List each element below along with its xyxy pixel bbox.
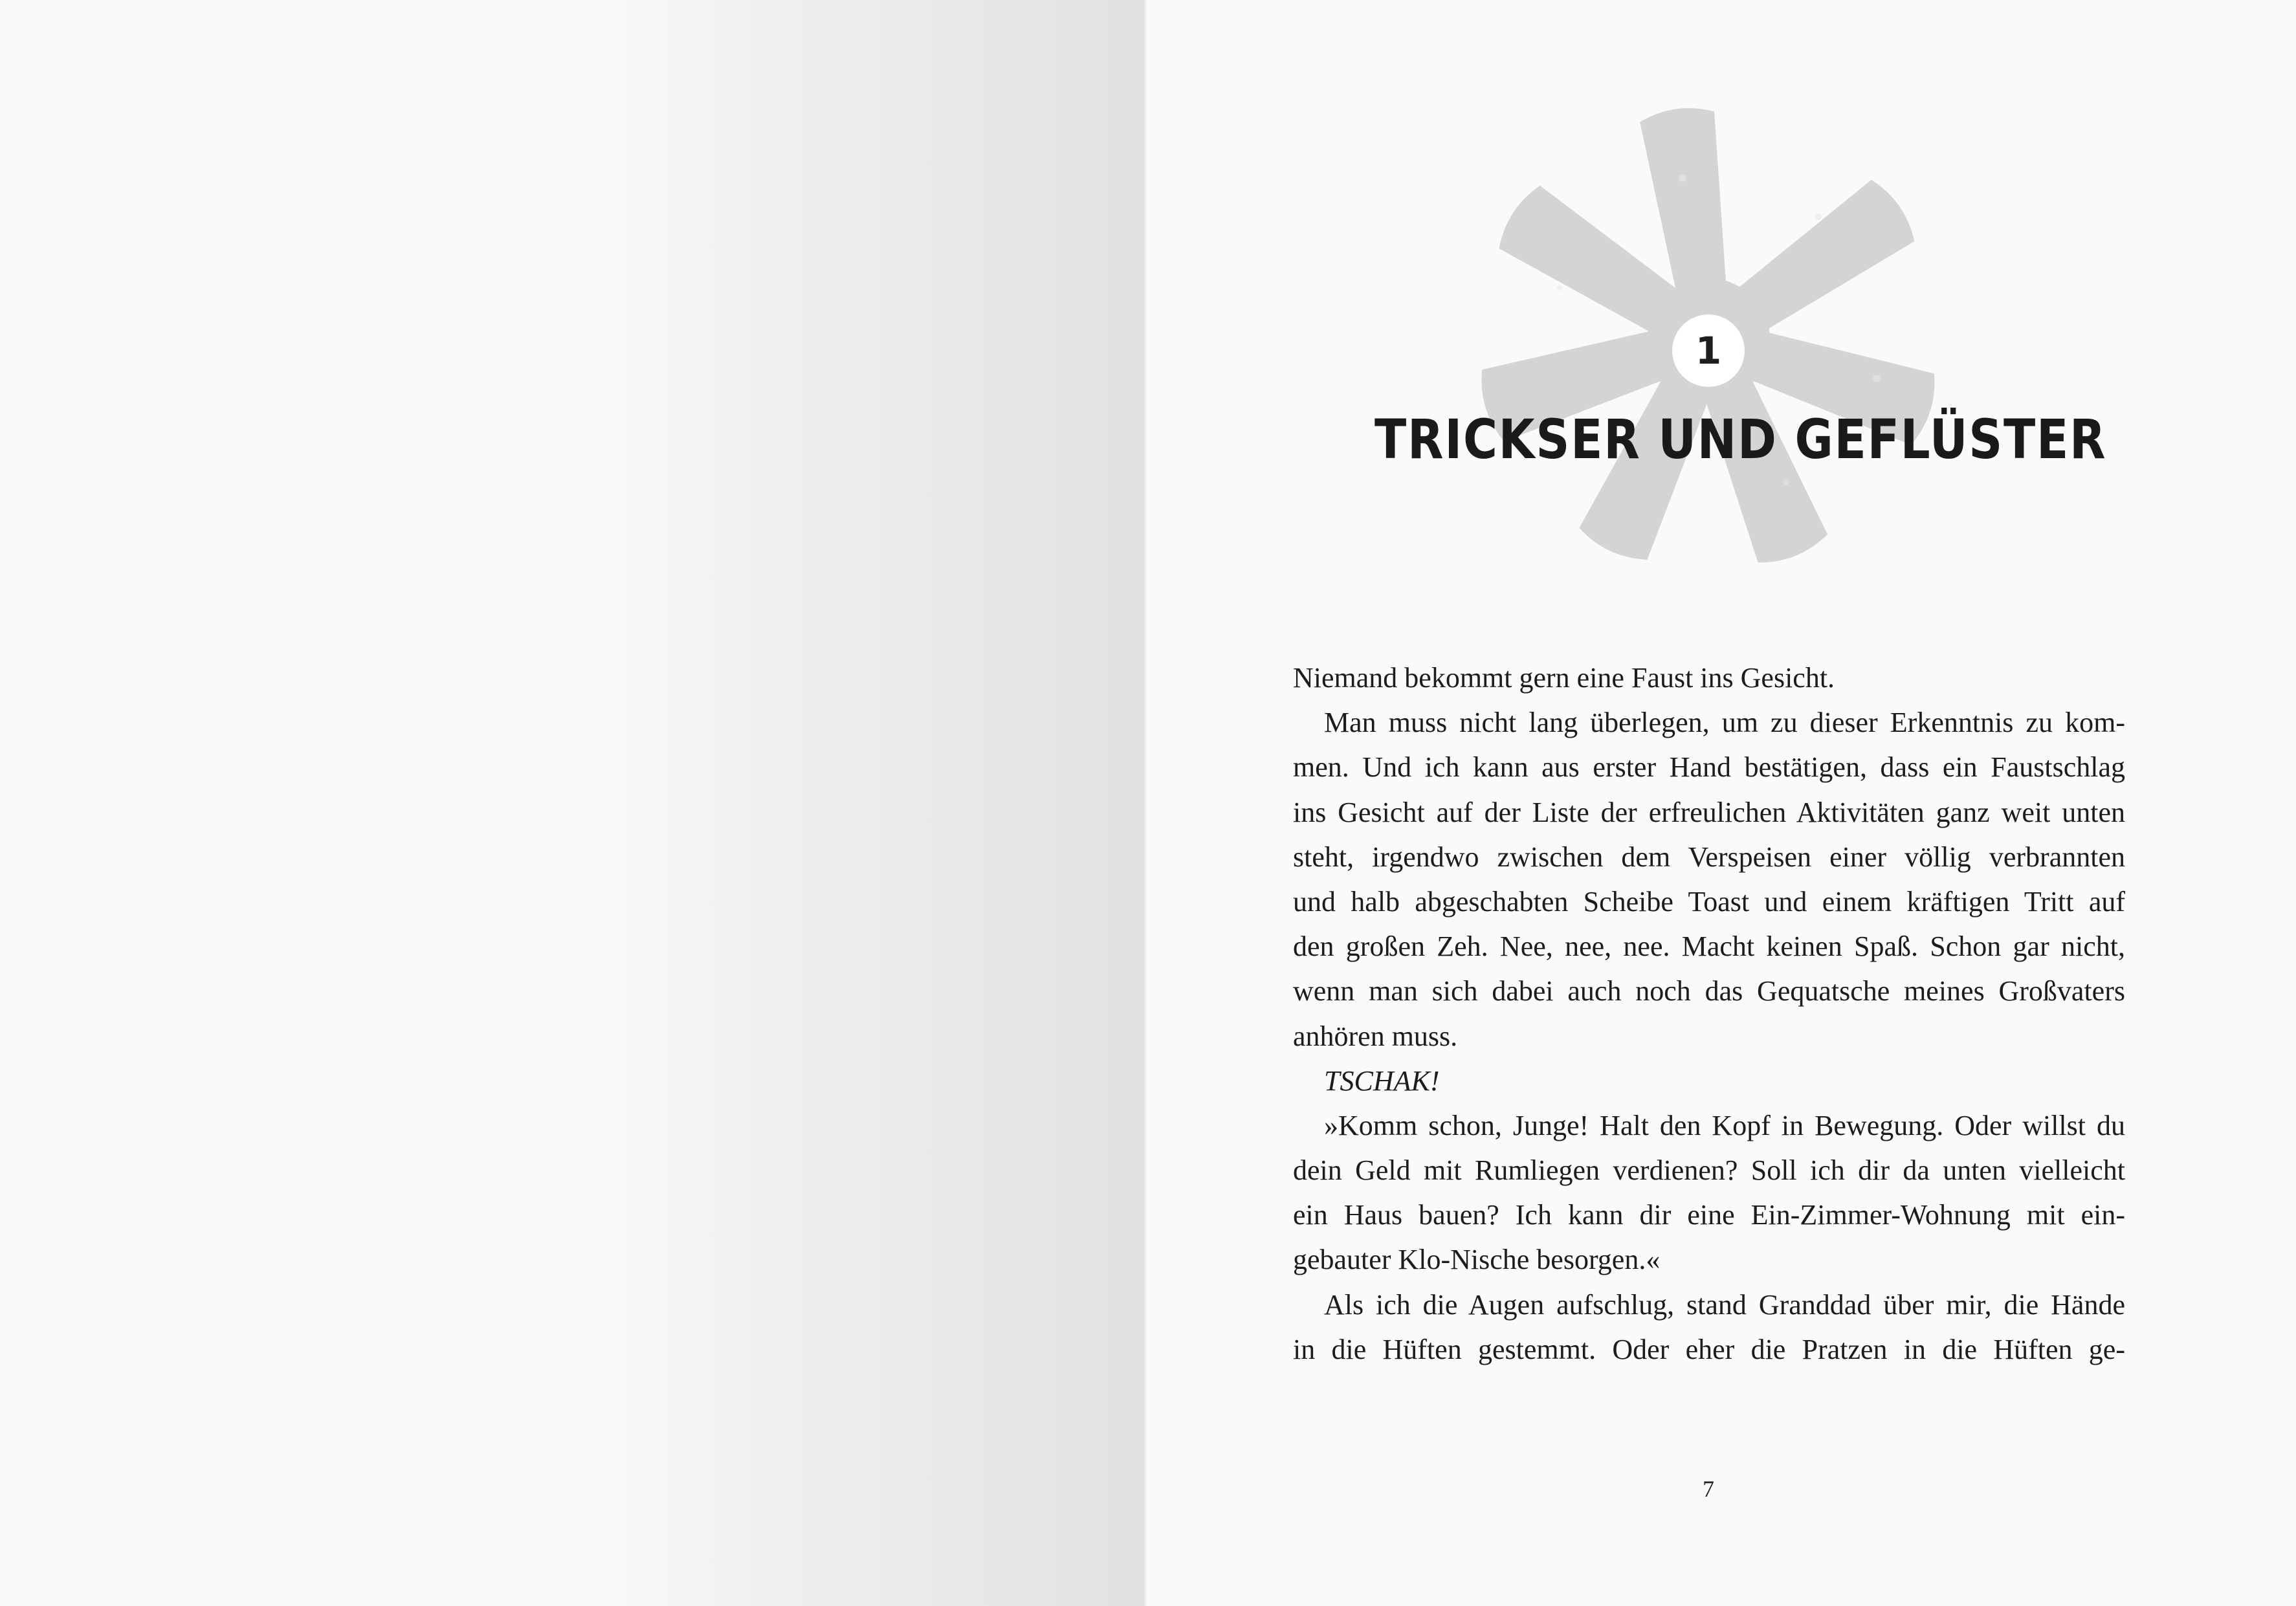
text-line: anhören muss. xyxy=(1293,1020,1458,1052)
text-line: in die Hüften gestemmt. Oder eher die Pratzen in die Hüften ge- xyxy=(1293,1333,2125,1365)
body-text xyxy=(1293,655,2125,1372)
text-line: »Komm schon, Junge! Halt den Kopf in Bewegung. Oder willst du xyxy=(1324,1109,2125,1141)
text-line: ein Haus bauen? Ich kann dir eine Ein-Zimmer-Wohnung mit ein- xyxy=(1293,1199,2125,1231)
text-line: men. Und ich kann aus erster Hand bestätigen, dass ein Faustschlag xyxy=(1293,751,2125,784)
text-line: gebauter Klo-Nische besorgen.« xyxy=(1293,1244,1661,1276)
text-line: TSCHAK! xyxy=(1324,1064,1440,1097)
left-page-blank xyxy=(0,0,1145,1606)
text-line: ins Gesicht auf der Liste der erfreulichen Aktivitäten ganz weit unten xyxy=(1293,796,2125,828)
chapter-number: 1 xyxy=(1672,314,1745,387)
text-line: dein Geld mit Rumliegen verdienen? Soll ich dir da unten vielleicht xyxy=(1293,1154,2125,1187)
text-line: den großen Zeh. Nee, nee, nee. Macht keinen Spaß. Schon gar nicht, xyxy=(1293,930,2125,963)
text-line: Als ich die Augen aufschlug, stand Granddad über mir, die Hände xyxy=(1324,1288,2125,1321)
text-line: wenn man sich dabei auch noch das Gequatsche meines Großvaters xyxy=(1293,975,2125,1007)
text-line: und halb abgeschabten Scheibe Toast und einem kräftigen Tritt auf xyxy=(1293,885,2125,918)
text-line: Man muss nicht lang überlegen, um zu dieser Erkenntnis zu kom- xyxy=(1324,707,2125,739)
text-line: steht, irgendwo zwischen dem Verspeisen einer völlig verbrannten xyxy=(1293,841,2125,873)
page-number: 7 xyxy=(1703,1476,1714,1502)
text-line: Niemand bekommt gern eine Faust ins Gesicht. xyxy=(1293,662,1835,694)
chapter-title: TRICKSER UND GEFLÜSTER xyxy=(1374,408,2107,471)
